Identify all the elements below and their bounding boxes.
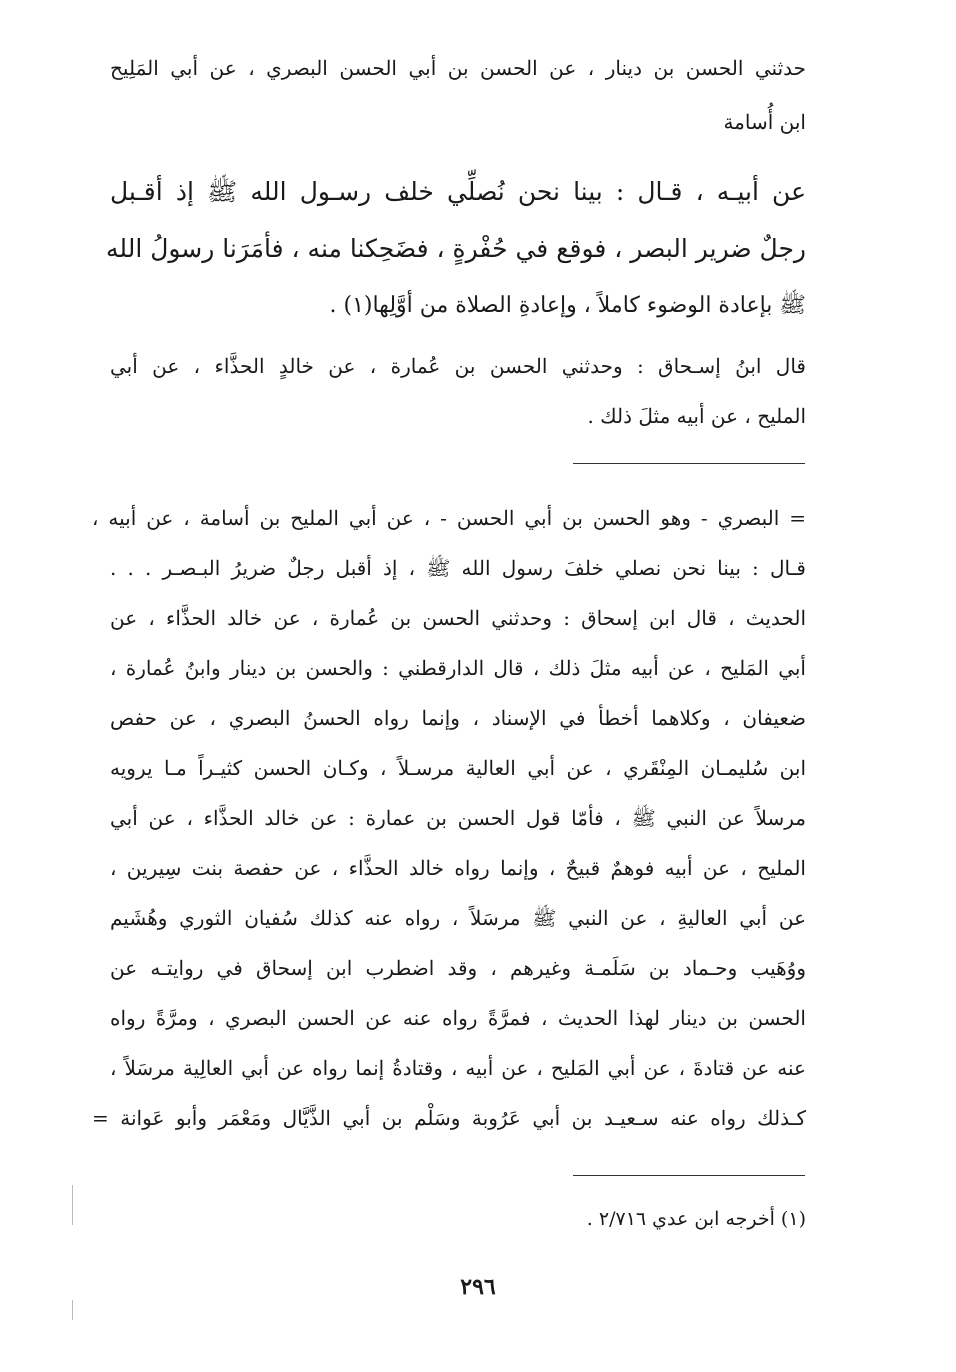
main-line: ابن أُسامة [723,110,806,134]
main-line: رجلٌ ضرير البصر ، فوقع في حُفْرةٍ ، فضَحِكنا منه ، فأمَرَنا رسولُ الله [106,234,806,263]
note-line: قـال : بينا نحن نصلي خلفَ رسول الله ﷺ ، إذ أقبل رجلٌ ضريرُ البـصـر . . . [110,556,806,580]
note-line: عنه عن قتادةَ ، عن أبي المَليح ، عن أبيه ، وقتادةُ إنما رواه عن أبي العالِية مرسَلاً ، [110,1056,806,1080]
footnote: (١) أخرجه ابن عدي ٢/٧١٦ . [586,1208,806,1230]
note-line: عن أبي العاليةِ ، عن النبي ﷺ مرسَلاً ، رواه عنه كذلك سُفيان الثوري وهُشَيم [110,906,806,930]
main-line: قال ابنُ إسـحاق : وحدثني الحسن بن عُمارة ، عن خالدٍ الحذَّاء ، عن أبي [110,354,806,378]
main-line: المليح ، عن أبيه مثلَ ذلك . [587,404,806,428]
note-line: ضعيفان ، وكلاهما أخطأ في الإسناد ، وإنما رواه الحسنُ البصري ، عن حفص [110,706,806,730]
note-line: المليح ، عن أبيه فوهمٌ قبيحٌ ، وإنما رواه خالد الحذَّاء ، عن حفصة بنت سِيرين ، [110,856,806,880]
scan-artifact [72,1185,73,1225]
note-line: مرسلاً عن النبي ﷺ ، فأمّا قول الحسن بن عمارة : عن خالد الحذَّاء ، عن أبي [110,806,806,830]
footnote-separator [573,1175,805,1176]
main-line: عن أبيـه ، قـال : بينا نحن نُصلِّي خلف رسـول الله ﷺ إذ أقـبل [110,177,806,206]
note-line: الحسن بن دينار لهذا الحديث ، فمرَّةً رواه عنه عن الحسن البصري ، ومرَّةً رواه [110,1006,806,1030]
note-line: = البصري - وهو الحسن بن أبي الحسن - ، عن أبي المليح بن أسامة ، عن أبيه ، [92,506,806,530]
note-line: ابن سُليمـان المِنْقَري ، عن أبي العالية مرسـلاً ، وكـان الحسن كثيـراً مـا يرويه [110,756,806,780]
notes-separator [573,463,805,464]
note-line: الحديث ، قال ابن إسحاق : وحدثني الحسن بن عُمارة ، عن خالد الحذَّاء ، عن [110,606,806,630]
main-line: ﷺ بإعادة الوضوء كاملاً ، وإعادةِ الصلاة من أوَّلِها(١) . [329,293,806,318]
note-line: كـذلك رواه عنه سـعيـد بن أبي عَرُوبة وسَلْم بن أبي الذَّيَّال ومَعْمَر وأبو عَوانة = [92,1106,806,1130]
note-line: ووُهَيب وحـماد بن سَلَمـة وغيرهم ، وقد اضطرب ابن إسحاق في روايتـه عن [110,956,806,980]
main-line: حدثني الحسن بن دينار ، عن الحسن بن أبي الحسن البصري ، عن أبي المَلِيح [110,56,806,80]
page-number: ٢٩٦ [460,1274,496,1300]
note-line: أبي المَليح ، عن أبيه مثلَ ذلك ، قال الدارقطني : والحسن بن دينار وابنُ عُمارة ، [110,656,806,680]
scan-artifact [72,1300,73,1320]
